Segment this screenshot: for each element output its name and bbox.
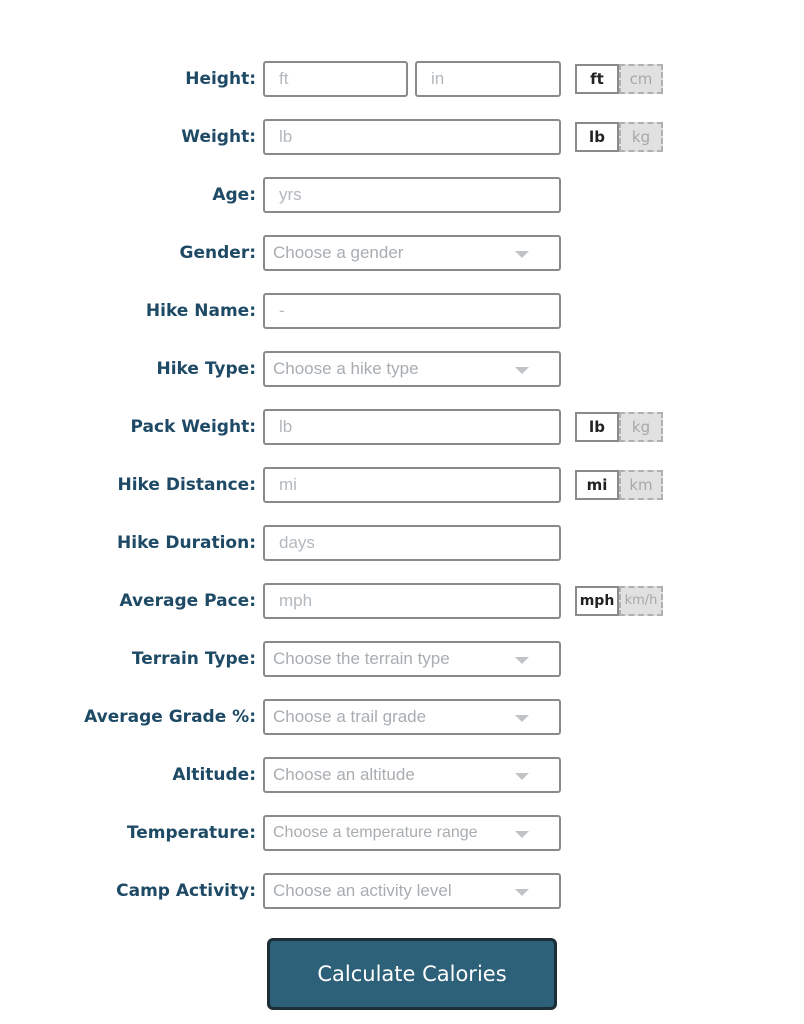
average-grade-row	[0, 699, 804, 735]
terrain-type-select[interactable]	[263, 641, 561, 677]
average-pace-unit-kmh-button[interactable]: km/h	[619, 586, 663, 616]
terrain-type-select-placeholder: Choose the terrain type	[273, 649, 450, 668]
gender-select[interactable]	[263, 235, 561, 271]
camp-activity-row	[0, 873, 804, 909]
average-pace-label: Average Pace:	[119, 591, 256, 611]
average-pace-input[interactable]	[263, 583, 561, 619]
weight-row	[0, 119, 804, 155]
pack-weight-input[interactable]	[263, 409, 561, 445]
average-pace-row	[0, 583, 804, 619]
hike-type-select-placeholder: Choose a hike type	[273, 359, 419, 378]
terrain-type-label: Terrain Type:	[131, 649, 256, 669]
weight-unit-kg-button[interactable]: kg	[619, 122, 663, 152]
hike-distance-unit-mi-button[interactable]: mi	[575, 470, 619, 500]
average-grade-select-placeholder: Choose a trail grade	[273, 707, 427, 726]
altitude-select-placeholder: Choose an altitude	[273, 765, 415, 784]
temperature-row	[0, 815, 804, 851]
gender-select-placeholder: Choose a gender	[273, 243, 404, 262]
weight-label: Weight:	[181, 127, 256, 147]
hike-name-input[interactable]	[263, 293, 561, 329]
age-label: Age:	[212, 185, 256, 205]
hike-duration-row	[0, 525, 804, 561]
hike-distance-unit-km-button[interactable]: km	[619, 470, 663, 500]
chevron-down-icon	[515, 831, 529, 838]
height-label: Height:	[185, 69, 256, 89]
camp-activity-select-placeholder: Choose an activity level	[273, 881, 452, 900]
height-row	[0, 61, 804, 97]
terrain-type-row	[0, 641, 804, 677]
camp-activity-select[interactable]	[263, 873, 561, 909]
average-pace-unit-mph-button[interactable]: mph	[575, 586, 619, 616]
pack-weight-unit-lb-button[interactable]: lb	[575, 412, 619, 442]
hike-distance-row	[0, 467, 804, 503]
altitude-label: Altitude:	[172, 765, 256, 785]
age-row	[0, 177, 804, 213]
altitude-row	[0, 757, 804, 793]
hike-name-row	[0, 293, 804, 329]
altitude-select[interactable]	[263, 757, 561, 793]
chevron-down-icon	[515, 715, 529, 722]
weight-input[interactable]	[263, 119, 561, 155]
hike-name-label: Hike Name:	[145, 301, 256, 321]
hike-type-row	[0, 351, 804, 387]
chevron-down-icon	[515, 367, 529, 374]
height-unit-ft-button[interactable]: ft	[575, 64, 619, 94]
temperature-select[interactable]	[263, 815, 561, 851]
age-input[interactable]	[263, 177, 561, 213]
average-grade-label: Average Grade %:	[84, 707, 256, 727]
chevron-down-icon	[515, 889, 529, 896]
height-feet-input[interactable]	[263, 61, 408, 97]
chevron-down-icon	[515, 251, 529, 258]
pack-weight-label: Pack Weight:	[130, 417, 256, 437]
weight-unit-lb-button[interactable]: lb	[575, 122, 619, 152]
hike-distance-input[interactable]	[263, 467, 561, 503]
calculate-calories-button[interactable]: Calculate Calories	[267, 938, 557, 1010]
height-unit-cm-button[interactable]: cm	[619, 64, 663, 94]
chevron-down-icon	[515, 657, 529, 664]
hike-duration-label: Hike Duration:	[117, 533, 256, 553]
hike-duration-input[interactable]	[263, 525, 561, 561]
gender-label: Gender:	[179, 243, 256, 263]
temperature-label: Temperature:	[126, 823, 256, 843]
chevron-down-icon	[515, 773, 529, 780]
hike-type-select[interactable]	[263, 351, 561, 387]
pack-weight-unit-kg-button[interactable]: kg	[619, 412, 663, 442]
average-grade-select[interactable]	[263, 699, 561, 735]
temperature-select-placeholder: Choose a temperature range	[273, 824, 478, 841]
gender-row	[0, 235, 804, 271]
hike-type-label: Hike Type:	[156, 359, 256, 379]
height-inches-input[interactable]	[415, 61, 561, 97]
pack-weight-row	[0, 409, 804, 445]
camp-activity-label: Camp Activity:	[116, 881, 256, 901]
hike-distance-label: Hike Distance:	[117, 475, 256, 495]
